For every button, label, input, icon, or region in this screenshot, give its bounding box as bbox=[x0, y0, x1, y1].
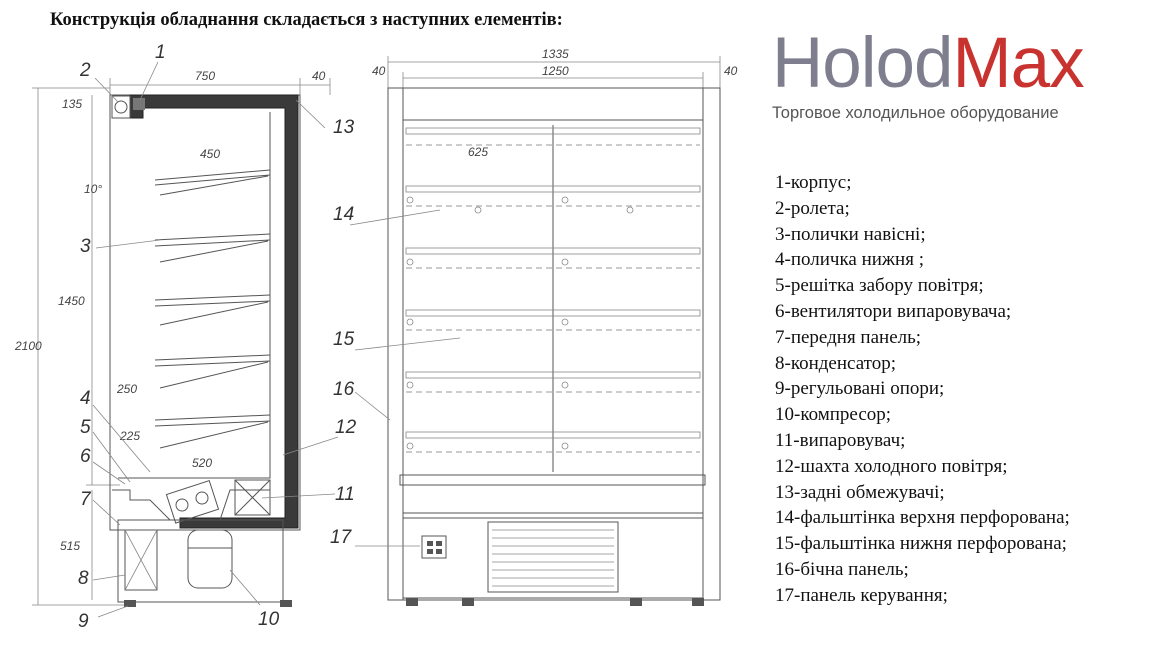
callout-16: 16 bbox=[333, 379, 355, 400]
logo-tagline: Торговое холодильное оборудование bbox=[772, 104, 1059, 122]
side-shelves bbox=[155, 170, 270, 448]
callout-12: 12 bbox=[335, 417, 357, 438]
legend-item: 11-випаровувач; bbox=[775, 429, 906, 451]
callout-2: 2 bbox=[80, 60, 91, 81]
callout-15: 15 bbox=[333, 329, 355, 350]
callout-8: 8 bbox=[78, 568, 89, 589]
legend-item: 17-панель керування; bbox=[775, 584, 948, 606]
dim-bottom-depth: 520 bbox=[192, 456, 213, 470]
legend-item: 3-полички навісні; bbox=[775, 223, 926, 245]
dim-side-left: 40 bbox=[372, 64, 386, 78]
dim-cabinet-height: 1450 bbox=[58, 294, 85, 308]
callout-17: 17 bbox=[330, 527, 352, 548]
logo-wordmark bbox=[772, 26, 1084, 102]
callout-9: 9 bbox=[78, 611, 89, 632]
legend-item: 13-задні обмежувачі; bbox=[775, 481, 945, 503]
dim-half-width: 625 bbox=[468, 145, 489, 159]
callout-numbers bbox=[78, 42, 357, 632]
parts-legend bbox=[775, 170, 1070, 609]
logo-part-max: Max bbox=[952, 24, 1084, 103]
control-panel bbox=[422, 536, 446, 558]
dim-total-width: 1335 bbox=[542, 47, 569, 61]
dim-shelf-depth: 450 bbox=[200, 147, 221, 161]
callout-leaders bbox=[93, 62, 460, 617]
side-view bbox=[14, 69, 330, 607]
legend-item: 2-ролета; bbox=[775, 197, 850, 219]
dim-depth: 750 bbox=[195, 69, 216, 83]
dim-base-height: 515 bbox=[60, 539, 81, 553]
callout-14: 14 bbox=[333, 204, 355, 225]
callout-5: 5 bbox=[80, 417, 91, 438]
legend-item: 1-корпус; bbox=[775, 172, 852, 193]
dim-inner-width: 1250 bbox=[542, 64, 569, 78]
logo-part-holod: Holod bbox=[772, 24, 953, 103]
callout-11: 11 bbox=[335, 484, 355, 505]
callout-13: 13 bbox=[333, 117, 355, 138]
legend-item: 9-регульовані опори; bbox=[775, 378, 945, 400]
dim-bottom-gap: 225 bbox=[120, 429, 141, 443]
legend-item: 15-фальштінка нижня перфорована; bbox=[775, 533, 1067, 555]
legend-item: 10-компресор; bbox=[775, 404, 892, 426]
callout-7: 7 bbox=[80, 489, 91, 510]
legend-item: 4-поличка нижня ; bbox=[775, 249, 924, 271]
callout-10: 10 bbox=[258, 609, 280, 630]
legend-item: 8-конденсатор; bbox=[775, 352, 896, 374]
legend-item: 12-шахта холодного повітря; bbox=[775, 455, 1008, 477]
dim-total-height: 2100 bbox=[15, 339, 42, 353]
callout-3: 3 bbox=[80, 236, 91, 257]
page-heading: Конструкція обладнання складається з наступних елементів: bbox=[50, 10, 563, 30]
dim-back-gap: 40 bbox=[312, 69, 326, 83]
callout-1: 1 bbox=[155, 42, 166, 63]
dim-shelf-pitch: 250 bbox=[117, 382, 138, 396]
legend-item: 16-бічна панель; bbox=[775, 558, 909, 580]
dim-angle: 10° bbox=[84, 182, 103, 196]
callout-6: 6 bbox=[80, 446, 91, 467]
dim-roller: 135 bbox=[62, 97, 83, 111]
dim-side-right: 40 bbox=[724, 64, 738, 78]
brand-logo bbox=[772, 26, 1084, 123]
condenser-grille bbox=[488, 522, 618, 592]
legend-item: 5-решітка забору повітря; bbox=[775, 275, 984, 297]
legend-item: 7-передня панель; bbox=[775, 326, 922, 348]
front-view bbox=[372, 47, 738, 606]
legend-item: 14-фальштінка верхня перфорована; bbox=[775, 507, 1070, 529]
callout-4: 4 bbox=[80, 388, 91, 409]
legend-item: 6-вентилятори випаровувача; bbox=[775, 300, 1012, 322]
